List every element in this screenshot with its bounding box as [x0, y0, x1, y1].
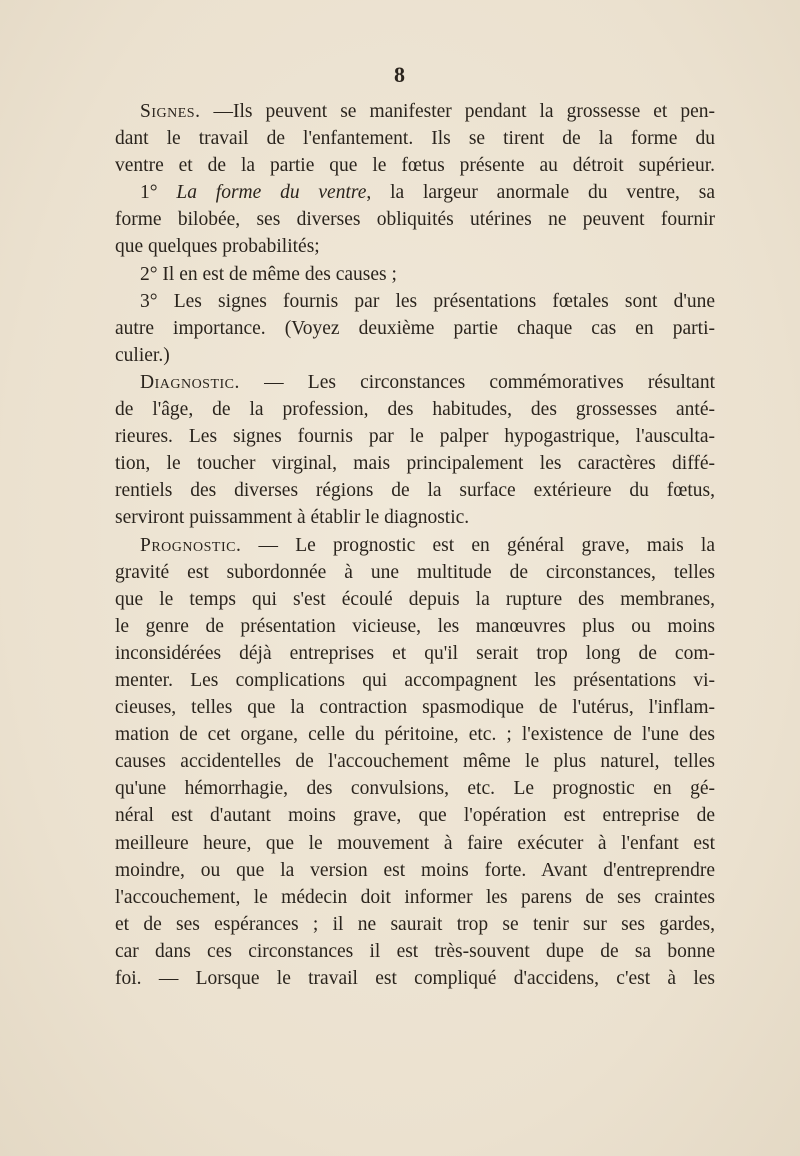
- text-line: que quelques probabilités;: [115, 236, 320, 258]
- section-heading: Diagnostic.: [140, 371, 240, 393]
- text-line: tion, le toucher virginal, mais principalement les caractères diffé-: [115, 453, 715, 475]
- text-line: dant le travail de l'enfantement. Ils se tirent de la forme du: [115, 128, 715, 150]
- text-line: autre importance. (Voyez deuxième partie chaque cas en parti-: [115, 317, 715, 339]
- text-line: Prognostic. — Le prognostic est en général grave, mais la: [140, 534, 715, 556]
- page-number: 8: [394, 62, 406, 87]
- text-line: mation de cet organe, celle du péritoine, etc. ; l'existence de l'une des: [115, 724, 715, 746]
- section-heading: Signes.: [140, 101, 201, 122]
- text-line: serviront puissamment à établir le diagnostic.: [115, 507, 470, 529]
- text-line: ventre et de la partie que le fœtus présente au détroit supérieur.: [115, 155, 715, 177]
- text-line: culier.): [115, 344, 170, 366]
- text-line: de l'âge, de la profession, des habitudes, des grossesses anté-: [115, 399, 715, 421]
- text-line: cieuses, telles que la contraction spasmodique de l'utérus, l'inflam-: [115, 697, 715, 719]
- text-line: l'accouchement, le médecin doit informer les parens de ses craintes: [115, 886, 715, 908]
- text-line: qu'une hémorrhagie, des convulsions, etc. Le prognostic en gé-: [115, 778, 715, 800]
- body-text: [115, 98, 715, 992]
- text-line: et de ses espérances ; il ne saurait trop se tenir sur ses gardes,: [115, 913, 715, 935]
- text-line: Diagnostic. — Les circonstances commémoratives résultant: [140, 371, 715, 393]
- text-line: Signes. —Ils peuvent se manifester pendant la grossesse et pen-: [140, 101, 715, 122]
- text-line: 3° Les signes fournis par les présentations fœtales sont d'une: [140, 290, 715, 312]
- text-line: néral est d'autant moins grave, que l'opération est entreprise de: [115, 805, 715, 827]
- italic-phrase: La forme du ventre: [176, 182, 367, 204]
- text-line: meilleure heure, que le mouvement à faire exécuter à l'enfant est: [115, 832, 715, 854]
- text-line: menter. Les complications qui accompagnent les présentations vi-: [115, 669, 715, 691]
- text-line: forme bilobée, ses diverses obliquités utérines ne peuvent fournir: [115, 209, 715, 231]
- text-line: rentiels des diverses régions de la surface extérieure du fœtus,: [115, 480, 715, 502]
- text-line: 1° La forme du ventre, la largeur anormale du ventre, sa: [140, 182, 715, 204]
- section-heading: Prognostic.: [140, 534, 242, 556]
- text-line: foi. — Lorsque le travail est compliqué d'accidens, c'est à les: [115, 968, 715, 989]
- text-line: causes accidentelles de l'accouchement même le plus naturel, telles: [115, 751, 715, 773]
- text-line: rieures. Les signes fournis par le palper hypogastrique, l'ausculta-: [115, 426, 715, 448]
- text-line: inconsidérées déjà entreprises et qu'il serait trop long de com-: [115, 642, 715, 664]
- text-line: car dans ces circonstances il est très-souvent dupe de sa bonne: [115, 940, 715, 962]
- text-line: que le temps qui s'est écoulé depuis la rupture des membranes,: [115, 588, 715, 610]
- text-line: gravité est subordonnée à une multitude de circonstances, telles: [115, 561, 715, 583]
- text-line: 2° Il en est de même des causes ;: [140, 263, 397, 285]
- text-line: moindre, ou que la version est moins forte. Avant d'entreprendre: [115, 859, 715, 881]
- text-line: le genre de présentation vicieuse, les manœuvres plus ou moins: [115, 615, 715, 637]
